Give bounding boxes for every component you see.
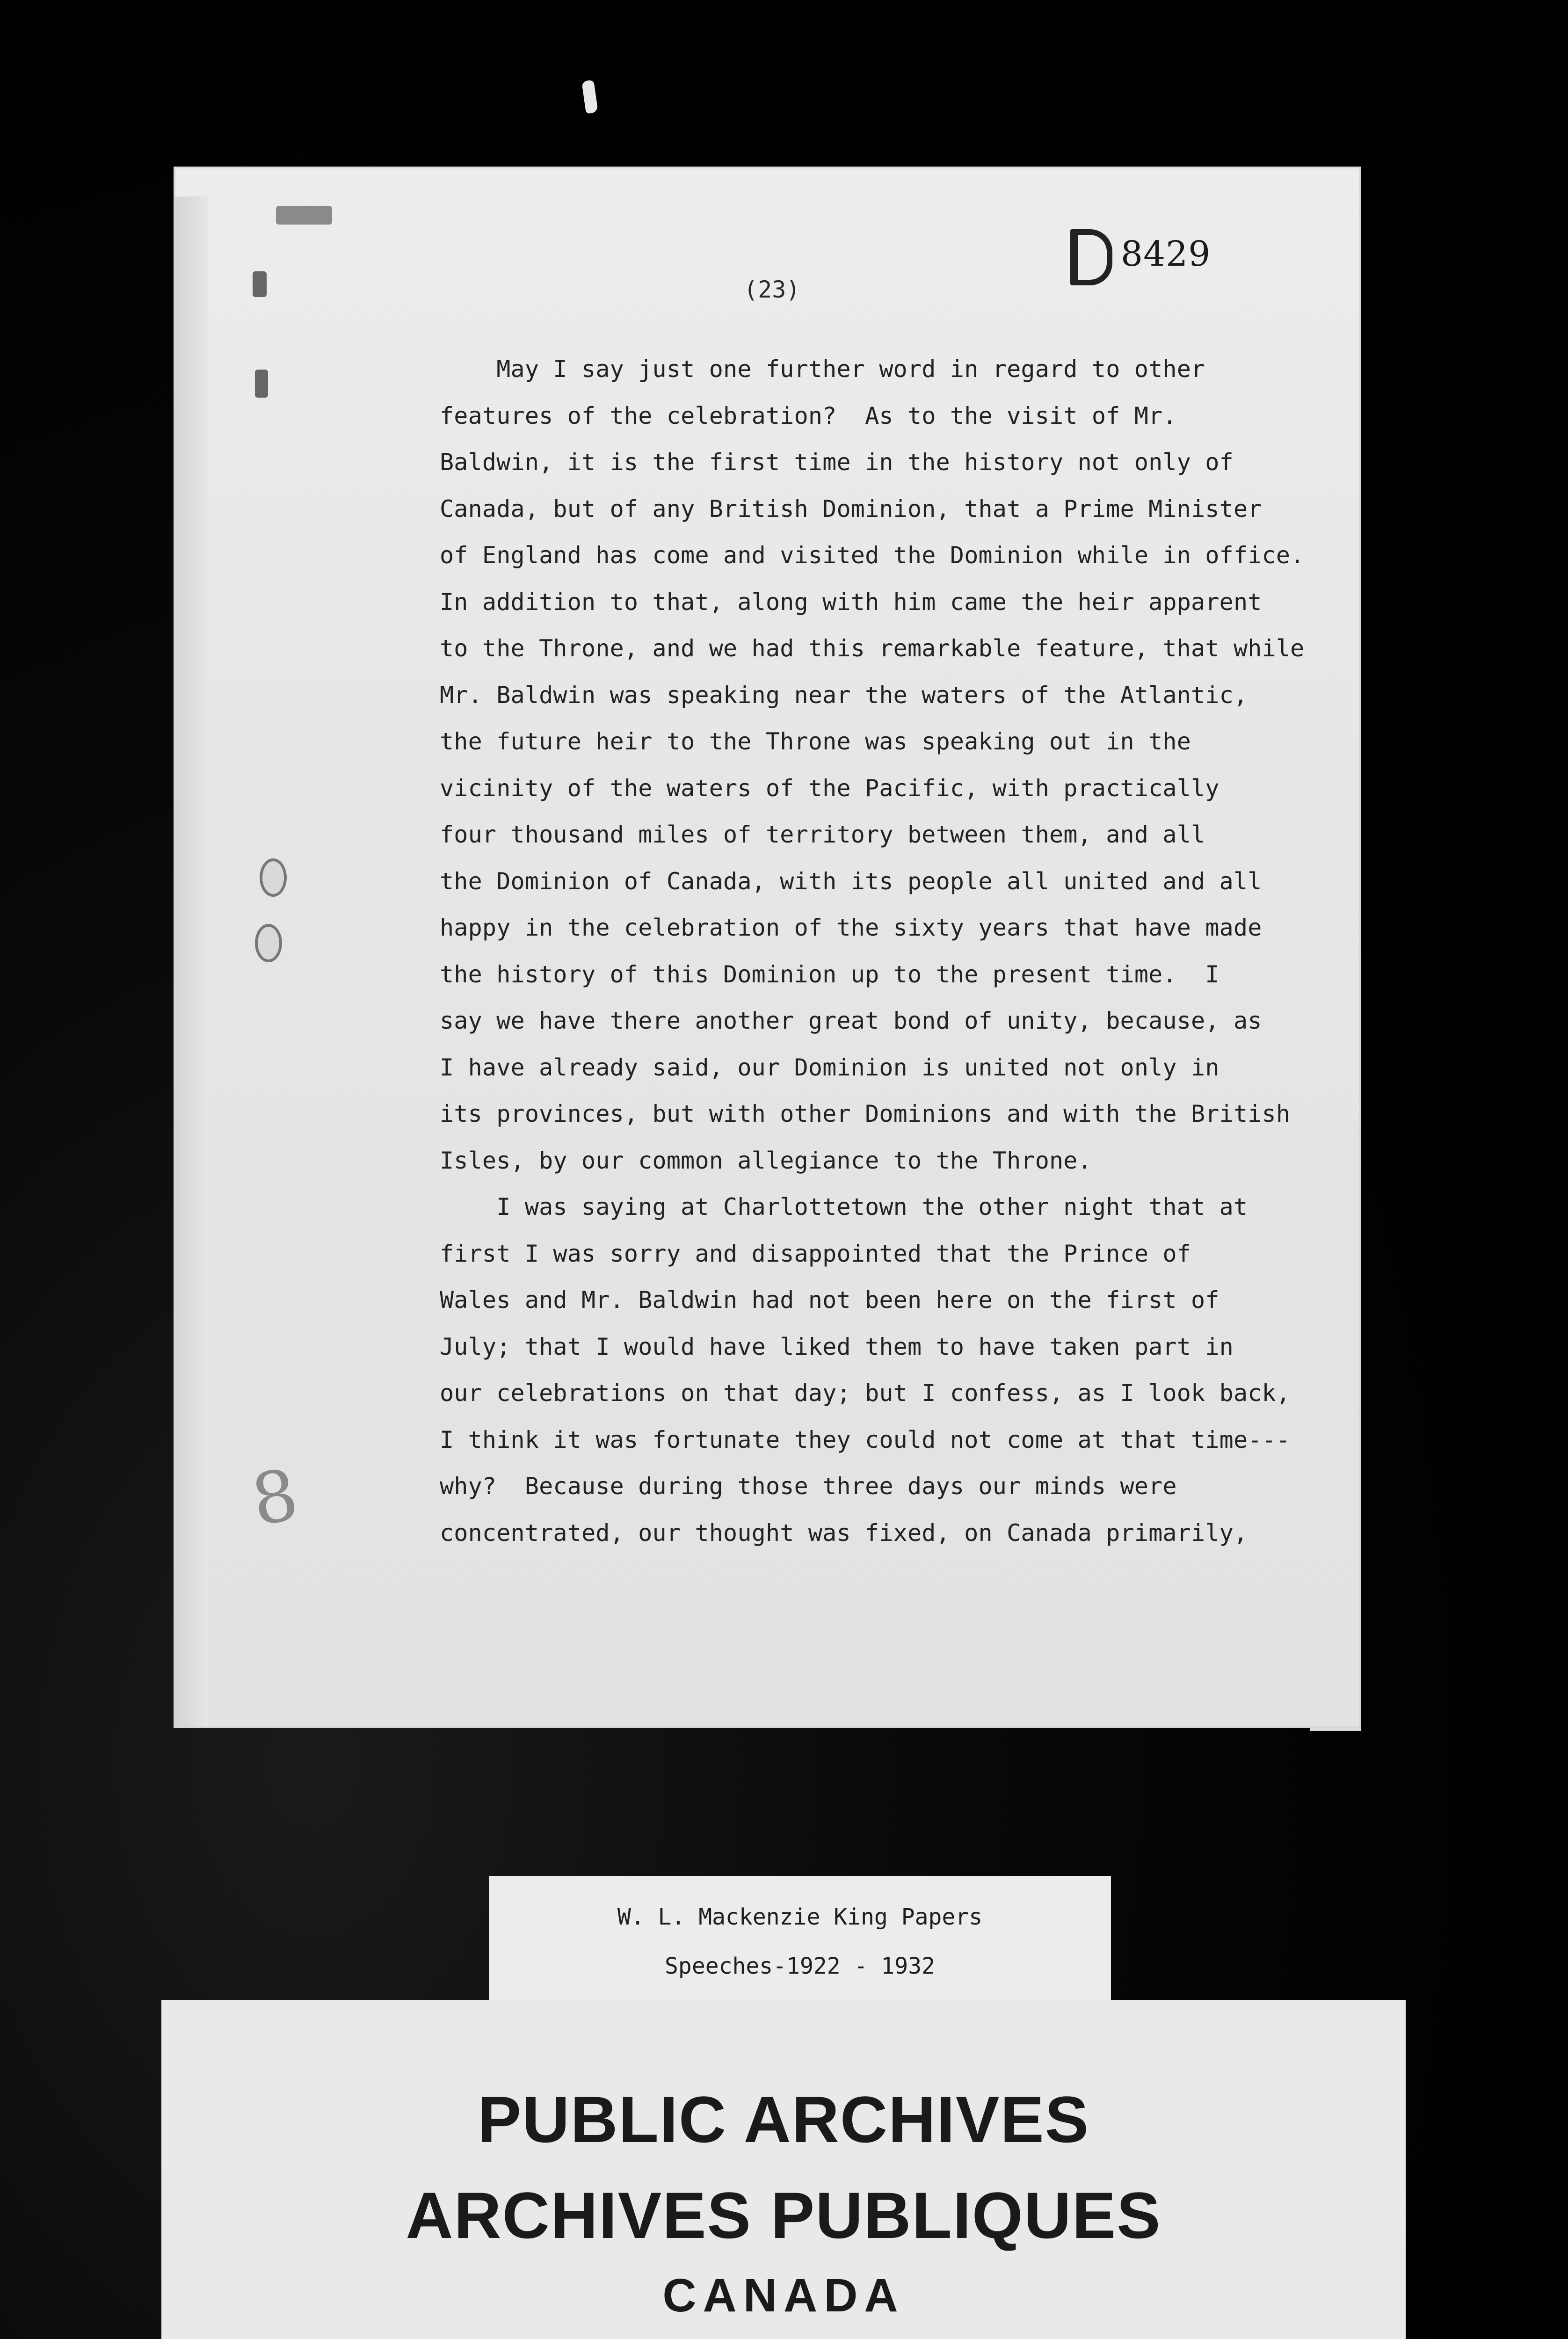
text-line: say we have there another great bond of unity, because, as — [440, 1007, 1262, 1034]
text-line: I think it was fortunate they could not come at that time--- — [440, 1426, 1291, 1453]
folio-number: 8429 — [1121, 234, 1211, 274]
archives-french-name: ARCHIVES PUBLIQUES — [406, 2179, 1161, 2252]
collection-label — [489, 1876, 1111, 2021]
archives-english-name: PUBLIC ARCHIVES — [477, 2083, 1090, 2156]
text-line: why? Because during those three days our minds were — [440, 1473, 1177, 1500]
archives-label — [161, 2000, 1406, 2339]
punch-hole — [260, 858, 287, 897]
corner-mark — [276, 206, 332, 225]
page-binding-edge — [175, 196, 208, 1726]
text-line: In addition to that, along with him came the heir apparent — [440, 588, 1262, 616]
text-line: May I say just one further word in regard to other — [440, 356, 1205, 383]
handwritten-page-mark: 8 — [246, 1454, 304, 1542]
text-line: the history of this Dominion up to the present time. I — [440, 960, 1220, 988]
text-line: first I was sorry and disappointed that the Prince of — [440, 1240, 1191, 1267]
staple-mark — [255, 370, 268, 398]
text-line: its provinces, but with other Dominions and with the British — [440, 1100, 1291, 1127]
text-line: concentrated, our thought was fixed, on Canada primarily, — [440, 1519, 1248, 1547]
text-line: four thousand miles of territory between them, and all — [440, 821, 1205, 848]
folio-stamp-d-icon — [1070, 229, 1112, 285]
text-line: Isles, by our common allegiance to the Throne. — [440, 1147, 1092, 1174]
archives-country: CANADA — [662, 2269, 905, 2322]
collection-series: Speeches-1922 - 1932 — [665, 1953, 935, 1979]
text-line: July; that I would have liked them to have taken part in — [440, 1333, 1234, 1360]
text-line: to the Throne, and we had this remarkable feature, that while — [440, 635, 1305, 662]
text-line: the Dominion of Canada, with its people all united and all — [440, 867, 1262, 895]
text-line: the future heir to the Throne was speaking out in the — [440, 728, 1191, 755]
collection-name: W. L. Mackenzie King Papers — [617, 1904, 983, 1930]
text-line: Mr. Baldwin was speaking near the waters of the Atlantic, — [440, 681, 1248, 709]
text-line: happy in the celebration of the sixty years that have made — [440, 914, 1262, 941]
text-line: vicinity of the waters of the Pacific, with practically — [440, 774, 1220, 802]
text-line: Baldwin, it is the first time in the history not only of — [440, 449, 1234, 476]
text-line: features of the celebration? As to the visit of Mr. — [440, 402, 1177, 429]
text-line: our celebrations on that day; but I confess, as I look back, — [440, 1380, 1291, 1407]
typed-body-text — [440, 346, 1305, 1556]
staple-mark — [253, 271, 267, 297]
text-line: Canada, but of any British Dominion, that a Prime Minister — [440, 495, 1262, 523]
text-line: I have already said, our Dominion is united not only in — [440, 1053, 1220, 1081]
page-number: (23) — [744, 276, 800, 303]
text-line: of England has come and visited the Dominion while in office. — [440, 542, 1305, 569]
punch-hole — [255, 924, 282, 962]
text-line: I was saying at Charlottetown the other night that at — [440, 1193, 1248, 1220]
text-line: Wales and Mr. Baldwin had not been here on the first of — [440, 1286, 1220, 1314]
